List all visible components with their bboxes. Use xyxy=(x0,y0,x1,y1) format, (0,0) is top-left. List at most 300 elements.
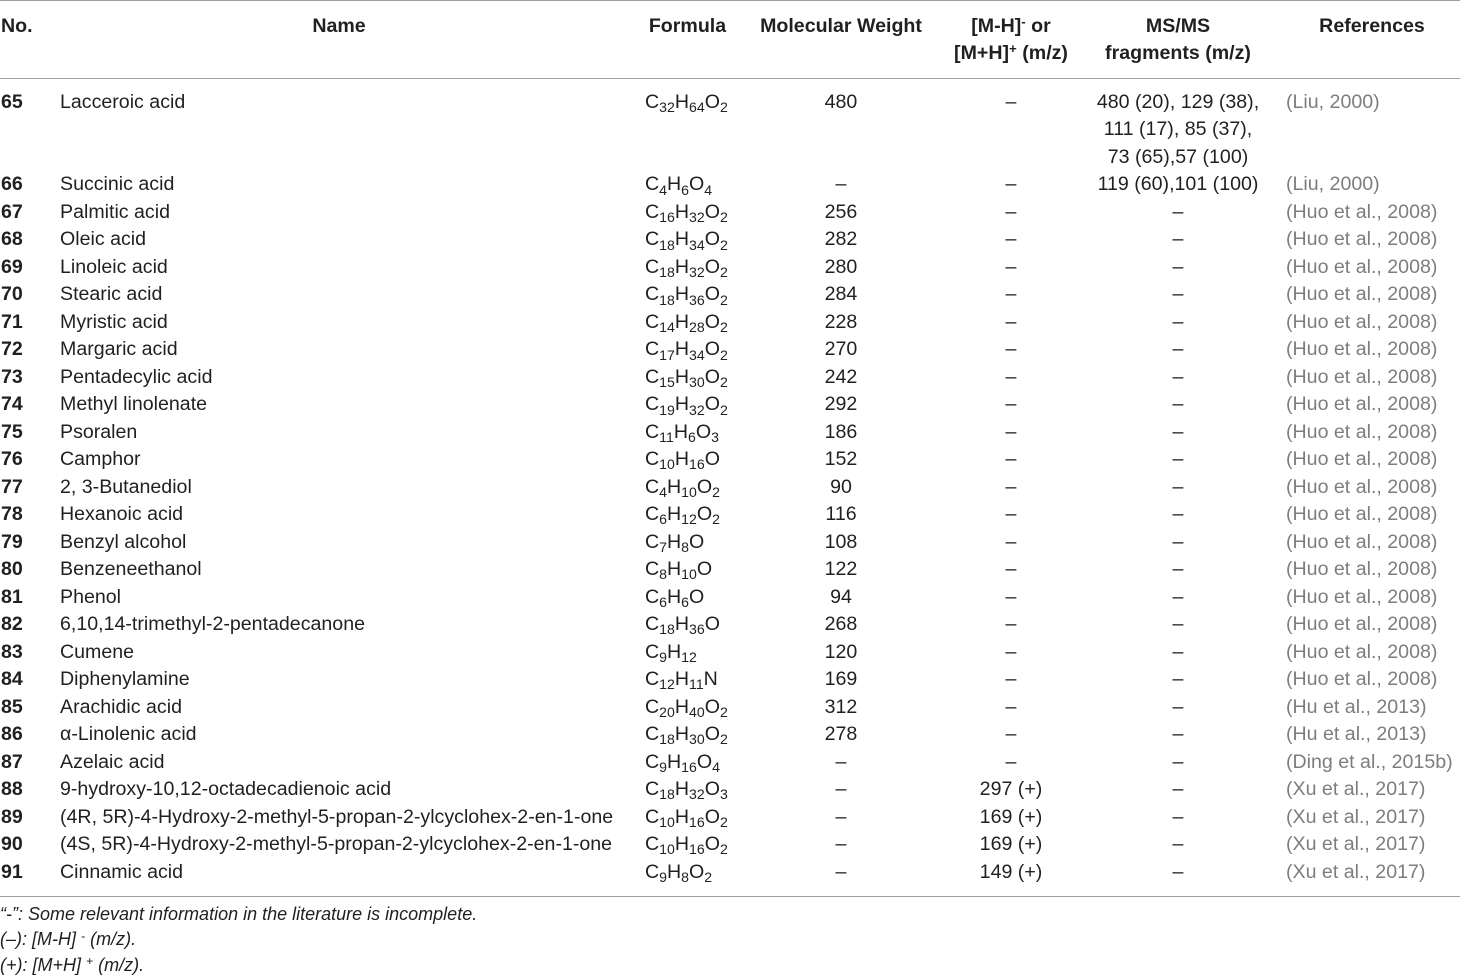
msms-fragments: – xyxy=(1172,530,1184,553)
precursor-ion-mz: – xyxy=(1005,310,1017,333)
compound-formula: $C_{18}H_{34}O_2$ xyxy=(645,228,728,253)
compound-name: Palmitic acid xyxy=(60,200,170,223)
compound-formula: $C_{17}H_{34}O_2$ xyxy=(645,338,728,363)
msms-fragments: – xyxy=(1172,613,1184,636)
compound-row xyxy=(0,749,1460,776)
formula-subscript: 64 xyxy=(689,99,705,116)
compound-row xyxy=(0,694,1460,721)
compound-number: 77 xyxy=(1,475,23,498)
compound-formula: $C_4H_{10}O_2$ xyxy=(645,475,720,500)
precursor-ion-mz: 149 (+) xyxy=(979,860,1043,883)
formula-subscript: 36 xyxy=(689,621,705,638)
compound-number: 79 xyxy=(1,530,23,553)
formula-subscript: 2 xyxy=(719,319,728,336)
footnote-negative-ion-unit: (m/z). xyxy=(85,929,137,950)
compound-name: Diphenylamine xyxy=(60,668,190,691)
compound-number: 69 xyxy=(1,255,23,278)
molecular-weight: 122 xyxy=(824,558,858,581)
compound-row xyxy=(0,309,1460,336)
precursor-ion-mz: – xyxy=(1005,255,1017,278)
precursor-ion-mz: – xyxy=(1005,585,1017,608)
msms-fragments: – xyxy=(1172,860,1184,883)
compound-number: 68 xyxy=(1,228,23,251)
molecular-weight: 292 xyxy=(824,393,858,416)
precursor-ion-mz: 169 (+) xyxy=(979,805,1043,828)
header-ion-line2 xyxy=(930,40,1092,67)
header-no: No. xyxy=(1,15,33,37)
compound-row xyxy=(0,171,1460,198)
header-references: References xyxy=(1319,15,1425,37)
footnote-positive-ion xyxy=(0,953,1460,978)
reference-citation[interactable]: (Huo et al., 2008) xyxy=(1286,283,1438,306)
formula-subscript: 4 xyxy=(704,181,713,198)
formula-subscript: 2 xyxy=(704,868,713,885)
msms-fragments: – xyxy=(1172,475,1184,498)
formula-subscript: 17 xyxy=(659,346,675,363)
formula-subscript: 40 xyxy=(689,703,705,720)
msms-fragments: – xyxy=(1172,585,1184,608)
compound-formula: $C_{19}H_{32}O_2$ xyxy=(645,393,728,418)
formula-subscript: 9 xyxy=(659,868,668,885)
molecular-weight: 480 xyxy=(824,90,858,113)
reference-citation[interactable]: (Huo et al., 2008) xyxy=(1286,338,1438,361)
compound-name: Oleic acid xyxy=(60,228,147,251)
formula-subscript: 2 xyxy=(719,236,728,253)
molecular-weight: 256 xyxy=(824,200,858,223)
reference-citation[interactable]: (Huo et al., 2008) xyxy=(1286,475,1438,498)
reference-citation[interactable]: (Huo et al., 2008) xyxy=(1286,668,1438,691)
compound-number: 80 xyxy=(1,558,23,581)
precursor-ion-mz: – xyxy=(1005,420,1017,443)
formula-subscript: 18 xyxy=(659,731,675,748)
compound-row xyxy=(0,336,1460,363)
formula-subscript: 16 xyxy=(681,758,697,775)
reference-citation[interactable]: (Huo et al., 2008) xyxy=(1286,448,1438,471)
formula-subscript: 32 xyxy=(659,99,675,116)
formula-subscript: 28 xyxy=(689,319,705,336)
reference-citation[interactable]: (Liu, 2000) xyxy=(1286,90,1380,113)
compound-row xyxy=(0,364,1460,391)
compound-formula: $C_{10}H_{16}O_2$ xyxy=(645,805,728,830)
formula-subscript: 16 xyxy=(659,209,675,226)
compound-row xyxy=(0,89,1460,171)
compound-name: Camphor xyxy=(60,448,141,471)
precursor-ion-mz: 169 (+) xyxy=(979,833,1043,856)
formula-subscript: 20 xyxy=(659,703,675,720)
formula-subscript: 9 xyxy=(659,758,668,775)
precursor-ion-mz: – xyxy=(1005,695,1017,718)
footnote-minus-sign: - xyxy=(81,928,86,943)
molecular-weight: – xyxy=(835,750,847,773)
formula-subscript: 2 xyxy=(719,99,728,116)
compound-name: Benzyl alcohol xyxy=(60,530,187,553)
formula-subscript: 12 xyxy=(681,511,697,528)
formula-subscript: 4 xyxy=(659,483,668,500)
footnote-negative-ion-text: (–): [M-H] xyxy=(0,929,81,950)
header-ion-protonated: [M+H] xyxy=(954,42,1010,65)
molecular-weight: – xyxy=(835,833,847,856)
molecular-weight: 94 xyxy=(830,585,852,608)
precursor-ion-mz: – xyxy=(1005,530,1017,553)
molecular-weight: 116 xyxy=(825,503,857,526)
msms-fragments: – xyxy=(1172,338,1184,361)
header-ion-plus-sign: + xyxy=(1009,41,1017,57)
reference-citation[interactable]: (Huo et al., 2008) xyxy=(1286,530,1438,553)
footnote-negative-ion xyxy=(0,927,1460,952)
msms-fragments: – xyxy=(1172,750,1184,773)
compound-name: Benzeneethanol xyxy=(60,558,202,581)
formula-subscript: 16 xyxy=(689,456,705,473)
formula-subscript: 2 xyxy=(719,209,728,226)
formula-subscript: 12 xyxy=(681,648,697,665)
compound-row xyxy=(0,859,1460,886)
compound-formula: $C_6H_6O$ xyxy=(645,585,705,610)
formula-subscript: 6 xyxy=(681,593,690,610)
compound-number: 71 xyxy=(1,310,23,333)
msms-fragments: – xyxy=(1172,228,1184,251)
compound-row xyxy=(0,391,1460,418)
header-molecular-weight: Molecular Weight xyxy=(760,15,922,37)
reference-citation[interactable]: (Huo et al., 2008) xyxy=(1286,585,1438,608)
compound-number: 86 xyxy=(1,723,23,746)
formula-subscript: 2 xyxy=(719,346,728,363)
msms-fragments: – xyxy=(1172,420,1184,443)
footnote-positive-ion-text: (+): [M+H] xyxy=(0,954,87,975)
compound-row xyxy=(0,584,1460,611)
reference-citation[interactable]: (Hu et al., 2013) xyxy=(1286,723,1427,746)
precursor-ion-mz: – xyxy=(1005,173,1017,196)
precursor-ion-mz: – xyxy=(1005,723,1017,746)
formula-subscript: 4 xyxy=(712,758,720,775)
compound-formula: $C_9H_8O_2$ xyxy=(645,860,713,885)
compound-name: Myristic acid xyxy=(60,310,168,333)
molecular-weight: 282 xyxy=(824,228,858,251)
compound-number: 74 xyxy=(1,393,23,416)
msms-fragments: – xyxy=(1172,365,1184,388)
compound-row xyxy=(0,776,1460,803)
msms-fragments: – xyxy=(1172,805,1184,828)
msms-fragments: – xyxy=(1172,640,1184,663)
molecular-weight: 90 xyxy=(830,475,852,498)
formula-subscript: 18 xyxy=(659,621,675,638)
formula-subscript: 6 xyxy=(659,511,668,528)
compound-row xyxy=(0,254,1460,281)
compound-name: Lacceroic acid xyxy=(60,90,186,113)
molecular-weight: 108 xyxy=(824,530,858,553)
formula-subscript: 2 xyxy=(719,264,728,281)
formula-subscript: 7 xyxy=(659,538,668,555)
msms-fragments: – xyxy=(1172,695,1184,718)
formula-subscript: 16 xyxy=(689,841,705,858)
precursor-ion-mz: – xyxy=(1005,558,1017,581)
compound-name: Psoralen xyxy=(60,420,138,443)
reference-citation[interactable]: (Huo et al., 2008) xyxy=(1286,640,1438,663)
header-precursor-ion xyxy=(930,13,1092,68)
compound-number: 91 xyxy=(1,860,23,883)
compound-formula: $C_{10}H_{16}O_2$ xyxy=(645,833,728,858)
formula-subscript: 6 xyxy=(659,593,668,610)
table-footnotes xyxy=(0,902,1460,978)
formula-subscript: 34 xyxy=(689,346,705,363)
compound-number: 85 xyxy=(1,695,23,718)
compound-number: 76 xyxy=(1,448,23,471)
precursor-ion-mz: – xyxy=(1005,338,1017,361)
compound-row xyxy=(0,501,1460,528)
formula-subscript: 2 xyxy=(719,731,728,748)
compound-name: Linoleic acid xyxy=(60,255,168,278)
compound-number: 82 xyxy=(1,613,23,636)
molecular-weight: 186 xyxy=(824,420,858,443)
compound-name: 9-hydroxy-10,12-octadecadienoic acid xyxy=(60,778,392,801)
compound-name: (4R, 5R)-4-Hydroxy-2-methyl-5-propan-2-ylcyclohex-2-en-1-one xyxy=(60,805,614,828)
header-ion-line1 xyxy=(930,13,1092,40)
reference-citation[interactable]: (Huo et al., 2008) xyxy=(1286,228,1438,251)
formula-subscript: 9 xyxy=(659,648,668,665)
reference-citation[interactable]: (Huo et al., 2008) xyxy=(1286,200,1438,223)
compound-name: Methyl linolenate xyxy=(60,393,208,416)
reference-citation[interactable]: (Huo et al., 2008) xyxy=(1286,503,1438,526)
msms-fragments: – xyxy=(1172,833,1184,856)
molecular-weight: – xyxy=(835,173,847,196)
formula-subscript: 2 xyxy=(719,401,728,418)
formula-subscript: 32 xyxy=(689,264,705,281)
compound-name: α-Linolenic acid xyxy=(60,723,197,746)
precursor-ion-mz: – xyxy=(1005,640,1017,663)
msms-fragments: 480 (20), 129 (38), 111 (17), 85 (37), 73 (65),57 (100) xyxy=(1096,90,1260,168)
compound-row xyxy=(0,226,1460,253)
compound-formula: $C_6H_{12}O_2$ xyxy=(645,503,720,528)
compound-name: 6,10,14-trimethyl-2-pentadecanone xyxy=(60,613,365,636)
compound-formula: $C_8H_{10}O$ xyxy=(645,558,713,583)
precursor-ion-mz: – xyxy=(1005,365,1017,388)
compound-formula: $C_{18}H_{30}O_2$ xyxy=(645,723,728,748)
table-body xyxy=(0,79,1460,896)
compound-row xyxy=(0,419,1460,446)
compound-formula: $C_{32}H_{64}O_2$ xyxy=(645,90,728,116)
formula-subscript: 11 xyxy=(689,676,704,693)
precursor-ion-mz: 297 (+) xyxy=(979,778,1043,801)
compound-name: Pentadecylic acid xyxy=(60,365,213,388)
compound-formula: $C_{18}H_{32}O_2$ xyxy=(645,255,728,281)
compound-name: Cumene xyxy=(60,640,135,663)
reference-citation[interactable]: (Huo et al., 2008) xyxy=(1286,365,1438,388)
reference-citation[interactable]: (Huo et al., 2008) xyxy=(1286,420,1438,443)
precursor-ion-mz: – xyxy=(1005,228,1017,251)
reference-citation[interactable]: (Xu et al., 2017) xyxy=(1286,833,1426,856)
header-formula: Formula xyxy=(648,15,727,37)
precursor-ion-mz: – xyxy=(1005,283,1017,306)
formula-subscript: 19 xyxy=(659,401,675,418)
formula-subscript: 10 xyxy=(659,456,675,473)
compound-formula: $C_{10}H_{16}O$ xyxy=(645,448,720,473)
compound-row xyxy=(0,831,1460,858)
compound-name: Succinic acid xyxy=(60,173,175,196)
reference-citation[interactable]: (Xu et al., 2017) xyxy=(1286,805,1426,828)
formula-subscript: 10 xyxy=(681,483,697,500)
reference-citation[interactable]: (Ding et al., 2015b) xyxy=(1286,750,1453,773)
compound-number: 72 xyxy=(1,338,23,361)
precursor-ion-mz: – xyxy=(1005,90,1017,113)
header-msms-line1: MS/MS xyxy=(1145,15,1211,37)
compound-number: 75 xyxy=(1,420,23,443)
compound-formula: $C_{18}H_{36}O$ xyxy=(645,613,720,638)
compound-row xyxy=(0,639,1460,666)
msms-fragments: – xyxy=(1172,723,1184,746)
precursor-ion-mz: – xyxy=(1005,393,1017,416)
compound-number: 78 xyxy=(1,503,23,526)
reference-citation[interactable]: (Liu, 2000) xyxy=(1286,173,1380,196)
formula-subscript: 18 xyxy=(659,291,675,308)
compound-name: Cinnamic acid xyxy=(60,860,184,883)
compound-number: 70 xyxy=(1,283,23,306)
formula-subscript: 2 xyxy=(719,291,728,308)
formula-subscript: 8 xyxy=(681,538,690,555)
molecular-weight: 280 xyxy=(824,255,858,278)
header-ion-or: or xyxy=(1025,15,1051,37)
formula-subscript: 32 xyxy=(689,209,705,226)
molecular-weight: 270 xyxy=(824,338,858,361)
molecular-weight: 268 xyxy=(824,613,858,636)
footnote-plus-sign: + xyxy=(86,953,94,968)
compound-row xyxy=(0,281,1460,308)
formula-subscript: 16 xyxy=(689,813,705,830)
molecular-weight: 284 xyxy=(824,283,858,306)
formula-subscript: 18 xyxy=(659,264,675,281)
compound-formula: $C_{16}H_{32}O_2$ xyxy=(645,200,728,226)
molecular-weight: 278 xyxy=(824,723,858,746)
compound-row xyxy=(0,804,1460,831)
compound-name: Azelaic acid xyxy=(60,750,165,773)
reference-citation[interactable]: (Hu et al., 2013) xyxy=(1286,695,1427,718)
formula-subscript: 32 xyxy=(689,786,705,803)
compound-name: 2, 3-Butanediol xyxy=(60,475,192,498)
reference-citation[interactable]: (Huo et al., 2008) xyxy=(1286,310,1438,333)
formula-subscript: 2 xyxy=(719,813,728,830)
molecular-weight: 228 xyxy=(824,310,858,333)
compound-formula: $C_9H_{12}$ xyxy=(645,640,697,665)
reference-citation[interactable]: (Huo et al., 2008) xyxy=(1286,613,1438,636)
compound-row xyxy=(0,529,1460,556)
formula-subscript: 2 xyxy=(712,511,720,528)
compound-number: 89 xyxy=(1,805,23,828)
formula-subscript: 34 xyxy=(689,236,705,253)
footnote-positive-ion-unit: (m/z). xyxy=(93,954,145,975)
compound-row xyxy=(0,666,1460,693)
formula-subscript: 8 xyxy=(681,868,690,885)
formula-subscript: 3 xyxy=(711,429,719,445)
msms-fragments: – xyxy=(1172,448,1184,471)
msms-fragments: – xyxy=(1172,778,1184,801)
formula-subscript: 2 xyxy=(712,483,720,500)
msms-fragments: – xyxy=(1172,558,1184,581)
header-name: Name xyxy=(312,15,366,37)
footnote-incomplete: “-”: Some relevant information in the literature is incomplete. xyxy=(0,904,478,924)
compound-name: Hexanoic acid xyxy=(60,503,184,526)
compound-formula: $C_4H_6O_4$ xyxy=(645,173,713,198)
formula-subscript: 11 xyxy=(659,429,674,445)
compound-formula: $C_{14}H_{28}O_2$ xyxy=(645,310,728,336)
reference-citation[interactable]: (Huo et al., 2008) xyxy=(1286,558,1438,581)
formula-subscript: 18 xyxy=(659,786,675,803)
precursor-ion-mz: – xyxy=(1005,503,1017,526)
compound-number: 83 xyxy=(1,640,23,663)
compound-name: Stearic acid xyxy=(60,283,163,306)
formula-subscript: 3 xyxy=(719,786,728,803)
compound-formula: $C_7H_8O$ xyxy=(645,530,705,555)
precursor-ion-mz: – xyxy=(1005,668,1017,691)
compound-number: 67 xyxy=(1,200,23,223)
header-ion-deprotonated: [M-H] xyxy=(971,15,1022,37)
precursor-ion-mz: – xyxy=(1005,448,1017,471)
reference-citation[interactable]: (Huo et al., 2008) xyxy=(1286,255,1438,278)
compound-number: 87 xyxy=(1,750,23,773)
formula-subscript: 36 xyxy=(689,291,705,308)
msms-fragments: – xyxy=(1172,283,1184,306)
msms-fragments: – xyxy=(1172,200,1184,223)
formula-subscript: 6 xyxy=(687,429,696,445)
molecular-weight: 242 xyxy=(824,365,858,388)
formula-subscript: 30 xyxy=(689,731,705,748)
compound-formula: $C_{15}H_{30}O_2$ xyxy=(645,365,728,391)
molecular-weight: – xyxy=(835,860,847,883)
formula-subscript: 4 xyxy=(659,181,668,198)
molecular-weight: 120 xyxy=(824,640,858,663)
compound-row xyxy=(0,611,1460,638)
compound-number: 88 xyxy=(1,778,23,801)
compound-formula: $C_9H_{16}O_4$ xyxy=(645,750,720,775)
formula-subscript: 10 xyxy=(659,813,675,830)
molecular-weight: 169 xyxy=(824,668,858,691)
precursor-ion-mz: – xyxy=(1005,475,1017,498)
compound-number: 66 xyxy=(1,173,23,196)
msms-fragments: – xyxy=(1172,255,1184,278)
compound-number: 73 xyxy=(1,365,23,388)
compound-formula: $C_{12}H_{11}N$ xyxy=(645,668,718,693)
compound-name: Margaric acid xyxy=(60,338,178,361)
compound-formula: $C_{18}H_{32}O_3$ xyxy=(645,778,728,803)
compound-row xyxy=(0,446,1460,473)
compound-row xyxy=(0,474,1460,501)
msms-fragments: – xyxy=(1172,393,1184,416)
compound-number: 84 xyxy=(1,668,23,691)
formula-subscript: 12 xyxy=(659,676,675,693)
header-msms-line2: fragments (m/z) xyxy=(1105,42,1251,65)
compound-row xyxy=(0,556,1460,583)
msms-fragments: – xyxy=(1172,503,1184,526)
compound-formula: $C_{20}H_{40}O_2$ xyxy=(645,695,728,720)
formula-subscript: 10 xyxy=(681,566,697,583)
compound-number: 65 xyxy=(1,90,23,113)
compound-name: (4S, 5R)-4-Hydroxy-2-methyl-5-propan-2-ylcyclohex-2-en-1-one xyxy=(60,833,613,856)
compound-number: 81 xyxy=(1,585,23,608)
reference-citation[interactable]: (Xu et al., 2017) xyxy=(1286,778,1426,801)
header-ion-mz: (m/z) xyxy=(1016,42,1068,65)
compound-row xyxy=(0,721,1460,748)
compound-row xyxy=(0,199,1460,226)
reference-citation[interactable]: (Huo et al., 2008) xyxy=(1286,393,1438,416)
formula-subscript: 15 xyxy=(659,374,675,391)
precursor-ion-mz: – xyxy=(1005,750,1017,773)
formula-subscript: 32 xyxy=(689,401,705,418)
compound-name: Arachidic acid xyxy=(60,695,182,718)
compound-formula: $C_{18}H_{36}O_2$ xyxy=(645,283,728,308)
msms-fragments: – xyxy=(1172,310,1184,333)
reference-citation[interactable]: (Xu et al., 2017) xyxy=(1286,860,1426,883)
formula-subscript: 14 xyxy=(659,319,675,336)
formula-subscript: 2 xyxy=(719,374,728,391)
header-row xyxy=(0,1,1460,79)
precursor-ion-mz: – xyxy=(1005,200,1017,223)
